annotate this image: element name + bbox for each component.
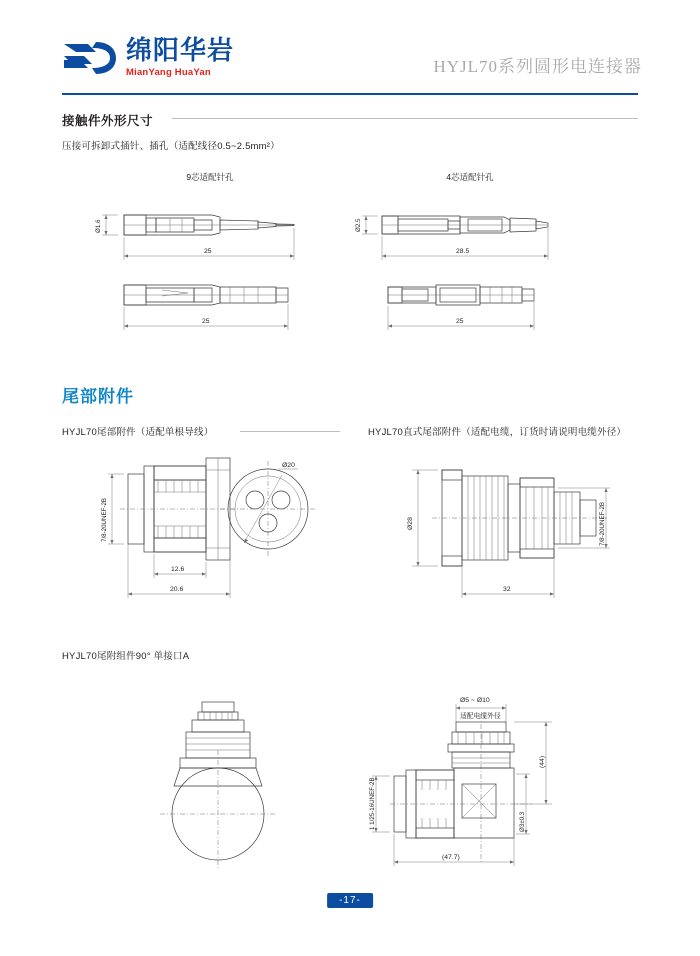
svg-text:20.6: 20.6 xyxy=(170,586,184,593)
svg-text:(47.7): (47.7) xyxy=(442,854,460,861)
svg-text:7/8-20UNEF-2B: 7/8-20UNEF-2B xyxy=(101,497,108,542)
svg-text:Ø5 ~ Ø10: Ø5 ~ Ø10 xyxy=(460,697,490,704)
drawing-9core-pin xyxy=(62,190,362,340)
svg-text:Ø28: Ø28 xyxy=(407,517,414,530)
svg-text:25: 25 xyxy=(202,318,210,325)
page-title: HYJL70系列圆形电连接器 xyxy=(433,57,642,76)
svg-text:Ø20: Ø20 xyxy=(282,462,295,469)
section1-heading: 接触件外形尺寸 xyxy=(62,114,154,128)
section2-note-left-rule xyxy=(240,431,340,432)
logo-text xyxy=(126,38,234,78)
page-number-badge: -17- xyxy=(327,893,373,908)
logo-arrow-icon xyxy=(62,38,118,78)
svg-text:28.5: 28.5 xyxy=(456,248,470,255)
svg-text:25: 25 xyxy=(204,248,212,255)
logo-company-cn: 绵阳华岩 xyxy=(126,36,235,66)
svg-text:Ø3±0.3: Ø3±0.3 xyxy=(519,811,526,832)
svg-text:7/8-20UNEF-2B: 7/8-20UNEF-2B xyxy=(599,501,606,546)
company-logo xyxy=(62,38,234,78)
section2-heading: 尾部附件 xyxy=(62,387,134,406)
caption-4core: 4芯适配针孔 xyxy=(446,172,494,182)
drawing-90deg-section xyxy=(356,688,646,878)
svg-text:1 1/25-16UNEF-2B: 1 1/25-16UNEF-2B xyxy=(369,777,376,830)
drawing-4core-pin xyxy=(340,190,640,340)
svg-text:25: 25 xyxy=(456,318,464,325)
drawing-90deg-3d-view xyxy=(130,690,330,870)
logo-company-en: MianYang HuaYan xyxy=(126,67,211,79)
section3-note: HYJL70尾附组件90° 单接口A xyxy=(62,651,190,662)
section1-heading-rule xyxy=(172,118,638,119)
svg-text:Ø2.5: Ø2.5 xyxy=(355,218,362,232)
svg-text:12.6: 12.6 xyxy=(171,566,185,573)
drawing-tail-accessory-section xyxy=(90,452,350,622)
section1-note: 压接可拆卸式插针、插孔（适配线径0.5~2.5mm²） xyxy=(62,141,280,152)
svg-text:Ø1.6: Ø1.6 xyxy=(95,219,102,233)
svg-text:(44): (44) xyxy=(539,755,546,768)
svg-text:适配电缆外径: 适配电缆外径 xyxy=(460,713,501,720)
header-divider xyxy=(62,93,638,95)
caption-9core: 9芯适配针孔 xyxy=(186,172,234,182)
svg-text:32: 32 xyxy=(503,586,511,593)
section2-note-right: HYJL70直式尾部附件（适配电缆，订货时请说明电缆外径） xyxy=(368,427,627,438)
drawing-straight-tail-accessory xyxy=(380,448,650,623)
section2-note-left: HYJL70尾部附件（适配单根导线） xyxy=(62,427,214,438)
page-header xyxy=(0,0,700,96)
